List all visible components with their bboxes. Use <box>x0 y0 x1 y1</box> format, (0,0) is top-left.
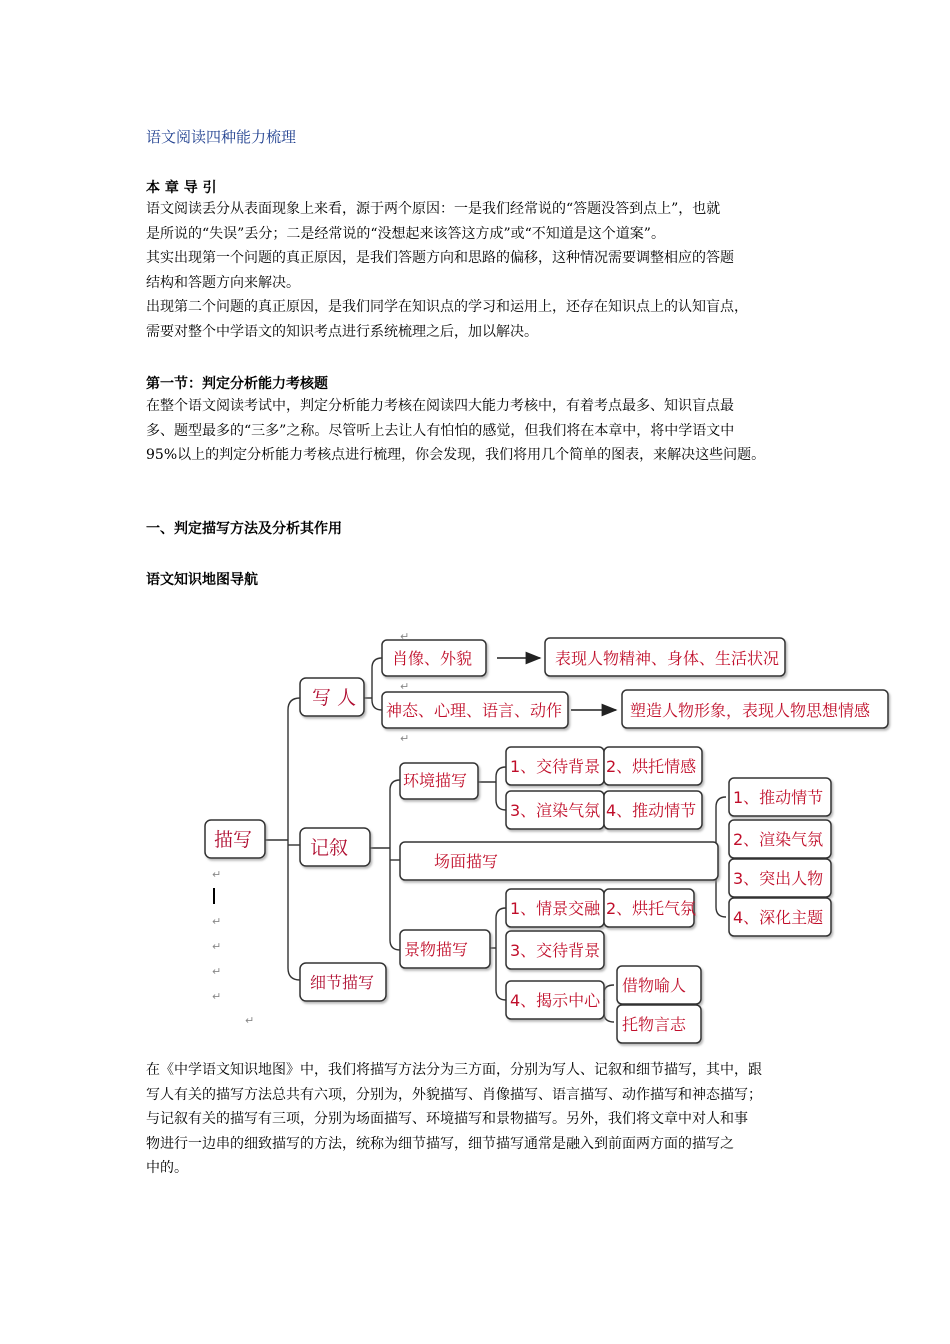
svg-text:景物描写: 景物描写 <box>404 940 469 959</box>
text-line: 结构和答题方向来解决。 <box>146 274 300 291</box>
doc-title: 语文阅读四种能力梳理 <box>146 128 297 146</box>
sub-heading: 一、判定描写方法及分析其作用 <box>146 521 342 537</box>
jw2-box <box>604 889 696 927</box>
svg-text:描写: 描写 <box>214 829 253 851</box>
svg-text:↵: ↵ <box>212 990 222 1003</box>
cm1-box <box>729 778 831 816</box>
svg-text:肖像、外貌: 肖像、外貌 <box>392 649 473 668</box>
svg-text:3、突出人物: 3、突出人物 <box>733 869 824 888</box>
text-line: 中的。 <box>146 1160 188 1176</box>
svg-text:↵: ↵ <box>400 732 410 745</box>
hj2-box <box>604 747 702 785</box>
jw5-box <box>617 966 701 1004</box>
svg-text:↵: ↵ <box>212 868 222 881</box>
text-line: 需要对整个中学语文的知识考点进行系统梳理之后，加以解决。 <box>146 323 538 340</box>
text-line: 出现第二个问题的真正原因，是我们同学在知识点的学习和运用上，还存在知识点上的认知盲点， <box>146 299 748 315</box>
svg-text:3、交待背景: 3、交待背景 <box>510 941 601 960</box>
svg-text:场面描写: 场面描写 <box>434 852 499 871</box>
section1-heading: 第一节：判定分析能力考核题 <box>146 376 328 392</box>
svg-text:2、渲染气氛: 2、渲染气氛 <box>733 830 824 849</box>
xiaoxiang-box <box>382 640 486 676</box>
hj3-box <box>506 791 604 829</box>
svg-text:↵: ↵ <box>212 965 222 978</box>
text-line: 语文阅读丢分从表面现象上来看，源于两个原因：一是我们经常说的“答题没答到点上”，也就 <box>146 201 721 217</box>
svg-text:神态、心理、语言、动作: 神态、心理、语言、动作 <box>386 701 563 720</box>
jw1-box <box>506 889 604 927</box>
svg-text:借物喻人: 借物喻人 <box>622 976 687 995</box>
svg-text:表现人物精神、身体、生活状况: 表现人物精神、身体、生活状况 <box>555 649 780 668</box>
xieren-box <box>300 678 364 716</box>
svg-text:4、揭示中心: 4、揭示中心 <box>510 991 601 1010</box>
svg-text:3、渲染气氛: 3、渲染气氛 <box>510 801 601 820</box>
knowledge-map <box>195 620 895 1060</box>
jw4-box <box>506 981 604 1019</box>
xijie-box <box>300 963 386 1001</box>
jw6-box <box>617 1005 701 1043</box>
svg-text:1、推动情节: 1、推动情节 <box>733 788 824 807</box>
shentai-box <box>382 692 568 728</box>
svg-text:1、交待背景: 1、交待背景 <box>510 757 601 776</box>
after-paragraph <box>146 1058 826 1181</box>
hj1-box <box>506 747 604 785</box>
svg-text:1、情景交融: 1、情景交融 <box>510 899 601 918</box>
root-box <box>205 820 265 858</box>
svg-text:2、烘托气氛: 2、烘托气氛 <box>606 899 697 918</box>
svg-text:托物言志: 托物言志 <box>622 1015 687 1034</box>
result2-box <box>622 690 888 728</box>
svg-text:↵: ↵ <box>400 680 410 693</box>
text-line: 在《中学语文知识地图》中，我们将描写方法分为三方面，分别为写人、记叙和细节描写，其中，跟 <box>146 1062 762 1078</box>
svg-text:记叙: 记叙 <box>310 837 349 859</box>
cm2-box <box>729 820 831 858</box>
cm3-box <box>729 859 831 897</box>
jw3-box <box>506 931 604 969</box>
text-line: 在整个语文阅读考试中，判定分析能力考核在阅读四大能力考核中，有着考点最多、知识盲点最 <box>146 398 734 414</box>
guide-heading: 本 章 导 引 <box>146 180 217 196</box>
svg-text:↵: ↵ <box>400 630 410 643</box>
text-line: 写人有关的描写方法总共有六项，分别为，外貌描写、肖像描写、语言描写、动作描写和神态描写； <box>146 1086 762 1103</box>
svg-text:细节描写: 细节描写 <box>310 973 375 992</box>
svg-text:写 人: 写 人 <box>312 687 357 709</box>
text-line: 是所说的“失误”丢分；二是经常说的“没想起来该答这方成”或“不知道是这个道案”。 <box>146 225 665 242</box>
jixu-box <box>300 828 370 866</box>
result1-box <box>545 638 785 676</box>
svg-text:4、推动情节: 4、推动情节 <box>606 801 697 820</box>
hj4-box <box>604 791 702 829</box>
jingwu-box <box>400 930 490 968</box>
huanjing-box <box>400 763 478 799</box>
cm4-box <box>729 898 831 936</box>
svg-text:2、烘托情感: 2、烘托情感 <box>606 757 697 776</box>
svg-text:塑造人物形象，表现人物思想情感: 塑造人物形象，表现人物思想情感 <box>630 701 871 720</box>
changmian-box <box>400 842 718 880</box>
section1-paragraph <box>146 394 826 468</box>
text-line: 与记叙有关的描写有三项，分别为场面描写、环境描写和景物描写。另外，我们将文章中对人和事 <box>146 1111 748 1127</box>
map-heading: 语文知识地图导航 <box>146 572 258 588</box>
text-line: 物进行一边串的细致描写的方法，统称为细节描写，细节描写通常是融入到前面两方面的描写之 <box>146 1135 734 1152</box>
text-line: 其实出现第一个问题的真正原因，是我们答题方向和思路的偏移，这种情况需要调整相应的答题 <box>146 250 734 266</box>
svg-text:↵: ↵ <box>212 915 222 928</box>
svg-text:↵: ↵ <box>245 1014 255 1027</box>
guide-paragraph <box>146 197 826 344</box>
svg-text:↵: ↵ <box>212 940 222 953</box>
svg-text:4、深化主题: 4、深化主题 <box>733 908 824 927</box>
text-line: 多、题型最多的“三多”之称。尽管听上去让人有怕怕的感觉，但我们将在本章中，将中学语文中 <box>146 422 735 439</box>
text-line: 95%以上的判定分析能力考核点进行梳理，你会发现，我们将用几个简单的图表，来解决这些问题。 <box>146 447 766 463</box>
svg-text:环境描写: 环境描写 <box>403 771 468 790</box>
